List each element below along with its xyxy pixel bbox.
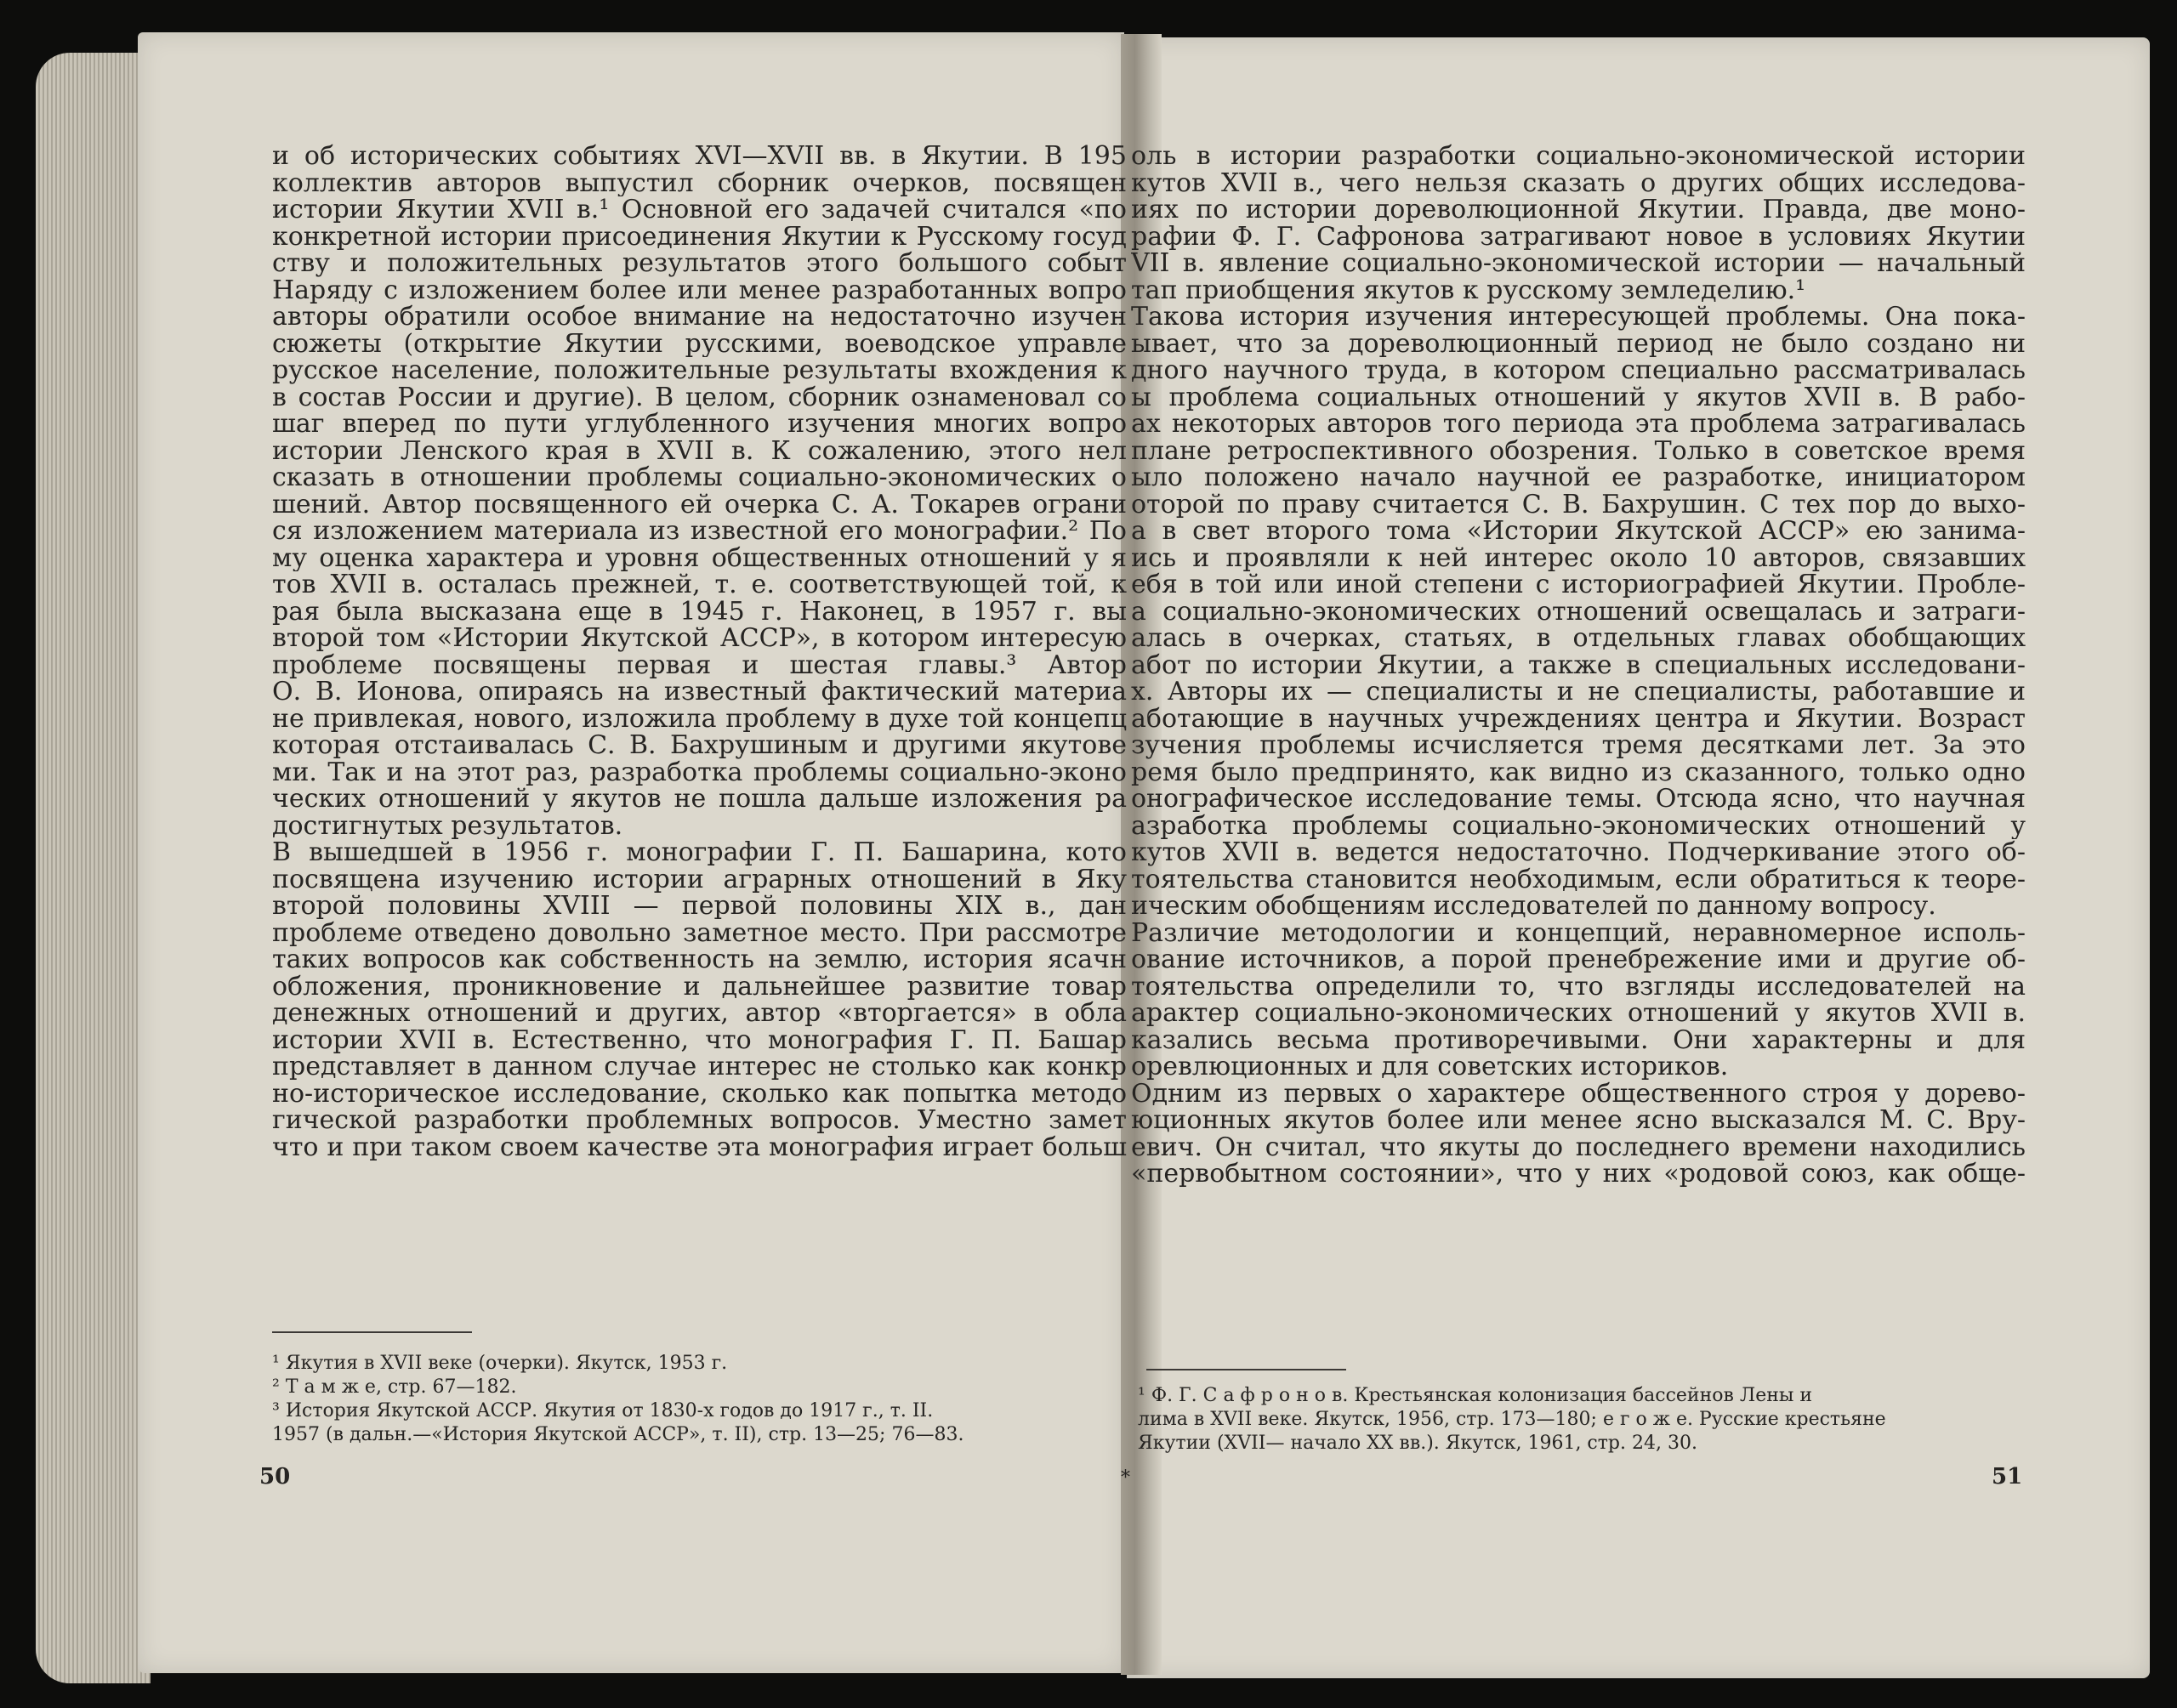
right-footnotes: [1138, 1384, 2026, 1455]
text-line: кутов XVII в., чего нельзя сказать о других общих исследова-: [1131, 169, 2026, 196]
text-line: истории Якутии XVII в.¹ Основной его задачей считался «по: [272, 196, 1127, 224]
right-page-number: 51: [1992, 1464, 2023, 1490]
text-line: проблеме отведено довольно заметное место. При рассмотре: [272, 919, 1127, 946]
text-line: ование источников, а порой пренебрежение ими и другие об-: [1131, 946, 2026, 973]
text-line: оревлюционных и для советских историков.: [1131, 1053, 1729, 1081]
text-line: арактер социально-экономических отношений у якутов XVII в.: [1131, 1000, 2026, 1027]
text-line: истории XVII в. Естественно, что монография Г. П. Башар: [272, 1026, 1127, 1053]
text-line: ись и проявляли к ней интерес около 10 авторов, связавших: [1131, 544, 2026, 571]
text-line: представляет в данном случае интерес не столько как конкр: [272, 1053, 1127, 1081]
text-line: ся изложением материала из известной его монографии.² По: [272, 518, 1127, 545]
text-line: тоятельства определили то, что взгляды исследователей на: [1131, 973, 2026, 1000]
text-line: ах некоторых авторов того периода эта проблема затрагивалась: [1131, 411, 2026, 438]
footnote-line: лима в XVII веке. Якутск, 1956, стр. 173—180; е г о ж е. Русские крестьяне: [1138, 1409, 1886, 1430]
text-line: тов XVII в. осталась прежней, т. е. соответствующей той, к: [272, 571, 1127, 599]
text-line: рафии Ф. Г. Сафронова затрагивают новое в условиях Якутии: [1131, 223, 2026, 250]
text-line: денежных отношений и других, автор «вторгается» в обла: [272, 1000, 1127, 1027]
text-line: кутов XVII в. ведется недостаточно. Подчеркивание этого об-: [1131, 839, 2026, 866]
text-line: аботающие в научных учреждениях центра и Якутии. Возраст: [1131, 705, 2026, 732]
footnote-line: ³ История Якутской АССР. Якутия от 1830-х годов до 1917 г., т. II.: [272, 1400, 934, 1421]
footnote-line: 1957 (в дальн.—«История Якутской АССР», т. II), стр. 13—25; 76—83.: [272, 1424, 964, 1445]
text-line: ебя в той или иной степени с историографией Якутии. Пробле-: [1131, 571, 2026, 599]
text-line: Наряду с изложением более или менее разработанных вопро: [272, 276, 1127, 304]
text-line: онографическое исследование темы. Отсюда ясно, что научная: [1131, 786, 2026, 813]
left-footnote-rule: [272, 1331, 472, 1333]
text-line: дного научного труда, в котором специально рассматривалась: [1131, 357, 2026, 384]
text-line: ремя было предпринято, как видно из сказанного, только одно: [1131, 758, 2026, 786]
text-line: таких вопросов как собственность на землю, история ясачн: [272, 946, 1127, 973]
text-line: шений. Автор посвященного ей очерка С. А. Токарев ограни: [272, 491, 1127, 518]
text-line: му оценка характера и уровня общественных отношений у я: [272, 544, 1127, 571]
text-line: VII в. явление социально-экономической истории — начальный: [1131, 250, 2026, 277]
left-footnotes: [272, 1352, 1123, 1447]
text-line: «первобытном состоянии», что у них «родовой союз, как обще-: [1131, 1160, 2026, 1188]
text-line: а социально-экономических отношений освещалась и затраги-: [1131, 598, 2026, 625]
footnote-line: ² Т а м ж е, стр. 67—182.: [272, 1376, 517, 1398]
text-line: х. Авторы их — специалисты и не специалисты, работавшие и: [1131, 678, 2026, 706]
text-line: не привлекая, нового, изложила проблему в духе той концепц: [272, 705, 1127, 732]
text-line: конкретной истории присоединения Якутии к Русскому госуд: [272, 223, 1127, 250]
left-page-number: 50: [259, 1464, 291, 1490]
text-line: казались весьма противоречивыми. Они характерны и для: [1131, 1026, 2026, 1053]
text-line: рая была высказана еще в 1945 г. Наконец, в 1957 г. вы: [272, 598, 1127, 625]
text-line: В вышедшей в 1956 г. монографии Г. П. Башарина, кото: [272, 839, 1127, 866]
text-line: достигнутых результатов.: [272, 812, 623, 839]
text-line: алась в очерках, статьях, в отдельных главах обобщающих: [1131, 625, 2026, 652]
text-line: истории Ленского края в XVII в. К сожалению, этого нел: [272, 437, 1127, 464]
right-footnote-rule: [1146, 1369, 1346, 1370]
text-line: ми. Так и на этот раз, разработка проблемы социально-эконо: [272, 758, 1127, 786]
text-line: юционных якутов более или менее ясно высказался М. С. Вру-: [1131, 1107, 2026, 1134]
footnote-line: Якутии (XVII— начало XX вв.). Якутск, 1961, стр. 24, 30.: [1138, 1433, 1697, 1454]
text-line: Такова история изучения интересующей проблемы. Она пока-: [1131, 304, 2026, 331]
text-line: которая отстаивалась С. В. Бахрушиным и другими якутове: [272, 732, 1127, 759]
text-line: посвящена изучению истории аграрных отношений в Яку: [272, 865, 1127, 893]
text-line: обложения, проникновение и дальнейшее развитие товар: [272, 973, 1127, 1000]
text-line: Различие методологии и концепций, неравномерное исполь-: [1131, 919, 2026, 946]
text-line: и об исторических событиях XVI—XVII вв. в Якутии. В 195: [272, 143, 1127, 170]
text-line: шаг вперед по пути углубленного изучения многих вопро: [272, 411, 1127, 438]
text-line: ыло положено начало научной ее разработке, инициатором: [1131, 464, 2026, 491]
text-line: но-историческое исследование, сколько как попытка методо: [272, 1080, 1127, 1107]
text-line: русское население, положительные результаты вхождения к: [272, 357, 1127, 384]
text-line: второй половины XVIII — первой половины XIX в., дан: [272, 893, 1127, 920]
signature-mark: *: [1121, 1467, 1130, 1489]
text-line: что и при таком своем качестве эта монография играет больш: [272, 1133, 1127, 1160]
left-page-text: [272, 143, 1127, 1342]
text-line: плане ретроспективного обозрения. Только в советское время: [1131, 437, 2026, 464]
text-line: в состав России и другие). В целом, сборник ознаменовал со: [272, 383, 1127, 411]
text-line: ческих отношений у якутов не пошла дальше изложения ра: [272, 786, 1127, 813]
text-line: зучения проблемы исчисляется тремя десятками лет. За это: [1131, 732, 2026, 759]
text-line: оторой по праву считается С. В. Бахрушин. С тех пор до выхо-: [1131, 491, 2026, 518]
text-line: сюжеты (открытие Якутии русскими, воеводское управле: [272, 330, 1127, 357]
text-line: оль в истории разработки социально-экономической истории: [1131, 143, 2026, 170]
text-line: ству и положительных результатов этого большого событ: [272, 250, 1127, 277]
text-line: евич. Он считал, что якуты до последнего времени находились: [1131, 1133, 2026, 1160]
text-line: ическим обобщениям исследователей по данному вопросу.: [1131, 893, 1936, 920]
text-line: тап приобщения якутов к русскому земледелию.¹: [1131, 276, 1806, 304]
text-line: гической разработки проблемных вопросов. Уместно замет: [272, 1107, 1127, 1134]
text-line: ывает, что за дореволюционный период не было создано ни: [1131, 330, 2026, 357]
page-edges: [36, 53, 151, 1683]
text-line: ы проблема социальных отношений у якутов XVII в. В рабо-: [1131, 383, 2026, 411]
text-line: тоятельства становится необходимым, если обратиться к теоре-: [1131, 865, 2026, 893]
text-line: авторы обратили особое внимание на недостаточно изучен: [272, 304, 1127, 331]
text-line: иях по истории дореволюционной Якутии. Правда, две моно-: [1131, 196, 2026, 224]
text-line: второй том «Истории Якутской АССР», в котором интересую: [272, 625, 1127, 652]
text-line: коллектив авторов выпустил сборник очерков, посвящен: [272, 169, 1127, 196]
footnote-line: ¹ Ф. Г. С а ф р о н о в. Крестьянская колонизация бассейнов Лены и: [1138, 1385, 1813, 1406]
text-line: сказать в отношении проблемы социально-экономических о: [272, 464, 1127, 491]
text-line: проблеме посвящены первая и шестая главы.³ Автор: [272, 651, 1127, 678]
text-line: азработка проблемы социально-экономических отношений у: [1131, 812, 2026, 839]
footnote-line: ¹ Якутия в XVII веке (очерки). Якутск, 1953 г.: [272, 1353, 728, 1374]
text-line: абот по истории Якутии, а также в специальных исследовани-: [1131, 651, 2026, 678]
text-line: О. В. Ионова, опираясь на известный фактический материа: [272, 678, 1127, 706]
text-line: Одним из первых о характере общественного строя у дорево-: [1131, 1080, 2026, 1107]
right-page-text: [1131, 143, 2026, 1350]
text-line: а в свет второго тома «Истории Якутской АССР» ею занима-: [1131, 518, 2026, 545]
